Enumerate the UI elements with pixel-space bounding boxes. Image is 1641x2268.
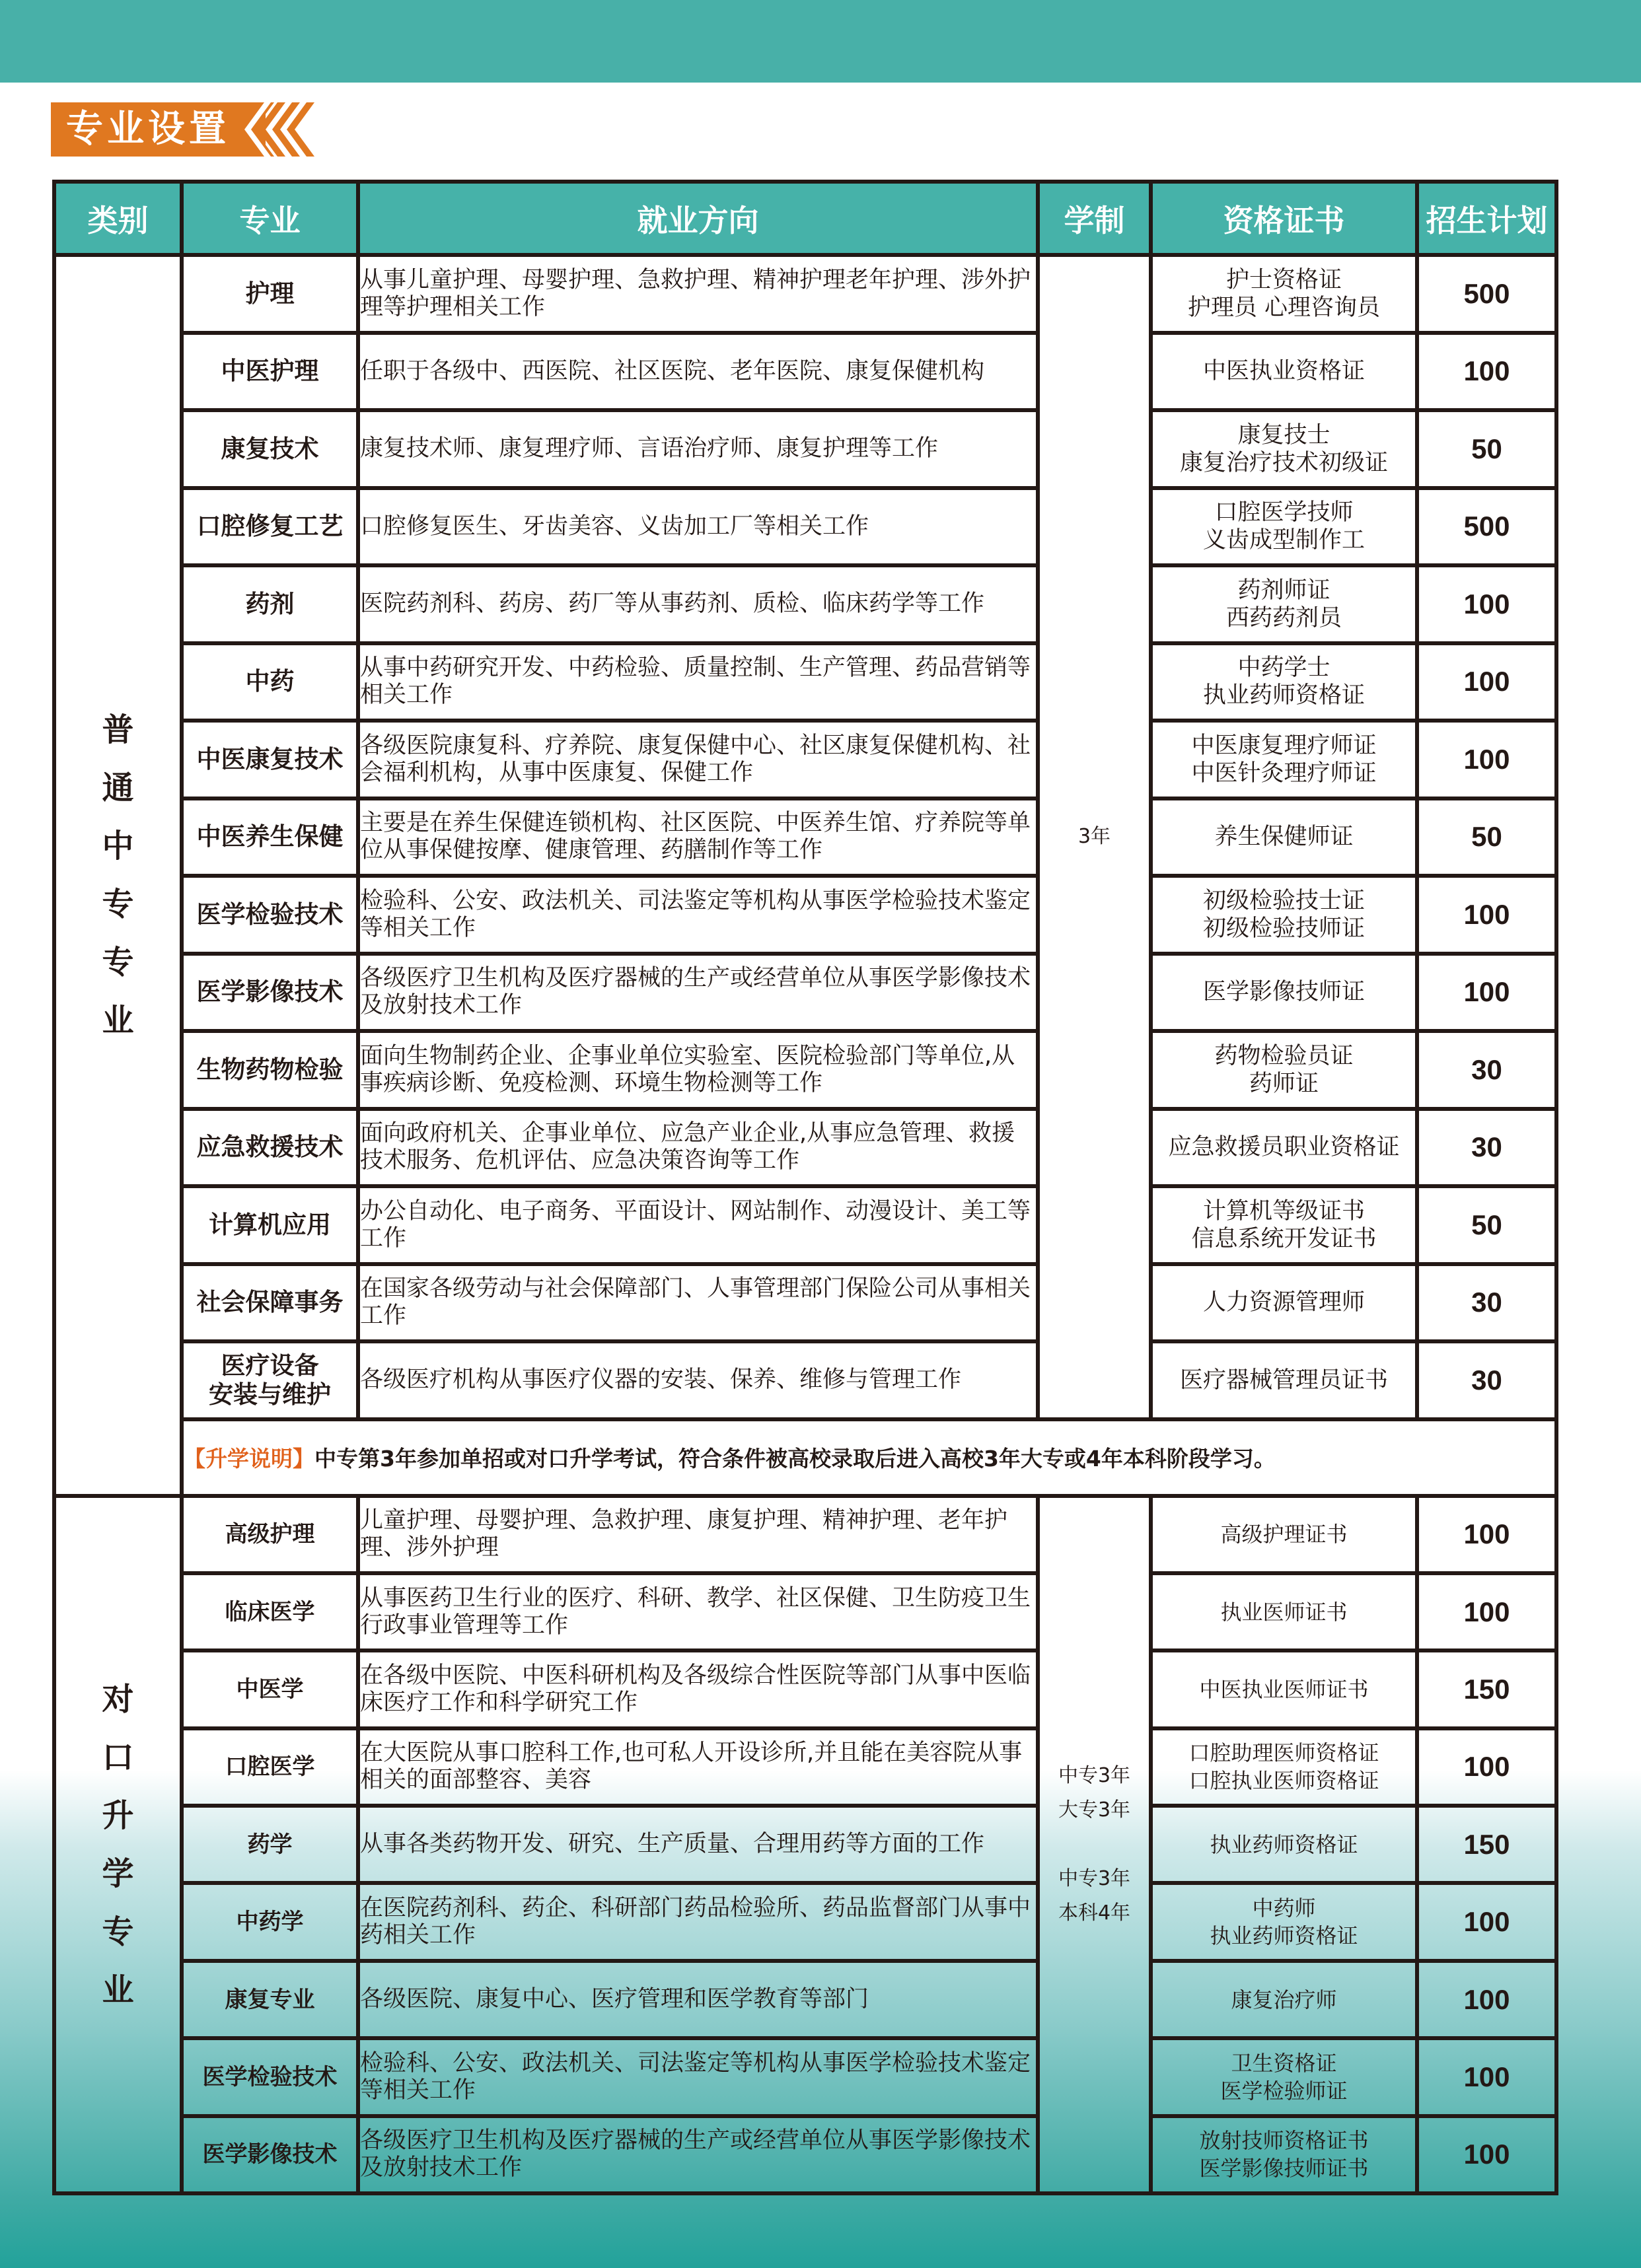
- career-direction-cell: 办公自动化、电子商务、平面设计、网站制作、动漫设计、美工等工作: [358, 1186, 1038, 1264]
- major-name: 高级护理: [225, 1521, 315, 1548]
- certificate-cell: [1151, 1961, 1417, 2038]
- enrollment-plan-cell: 100: [1417, 1961, 1556, 2038]
- major-name: 应急救援技术: [196, 1133, 344, 1162]
- table-row: [54, 565, 1556, 643]
- major-cell: [182, 1806, 358, 1883]
- table-row: [54, 954, 1556, 1032]
- table-row: [54, 721, 1556, 798]
- enrollment-plan-cell: 100: [1417, 333, 1556, 411]
- career-direction-cell: 在医院药剂科、药企、科研部门药品检验所、药品监督部门从事中药相关工作: [358, 1883, 1038, 1960]
- major-cell: [182, 2116, 358, 2193]
- table-row: [54, 2038, 1556, 2115]
- enrollment-plan-cell: 100: [1417, 2116, 1556, 2193]
- certificate-name: 中药学士: [1237, 655, 1331, 682]
- certificate-name: 初级检验技士证: [1202, 887, 1365, 914]
- table-header-row: [54, 182, 1556, 255]
- career-direction-cell: 在国家各级劳动与社会保障部门、人事管理部门保险公司从事相关工作: [358, 1264, 1038, 1342]
- header-major: 专业: [182, 182, 358, 255]
- career-direction-cell: 任职于各级中、西医院、社区医院、老年医院、康复保健机构: [358, 333, 1038, 411]
- enrollment-plan-cell: 100: [1417, 565, 1556, 643]
- major-name: 安装与维护: [209, 1380, 331, 1409]
- table-row: [54, 1883, 1556, 1960]
- table-row: [54, 410, 1556, 488]
- major-name: 康复专业: [225, 1986, 315, 2013]
- career-direction-cell: 检验科、公安、政法机关、司法鉴定等机构从事医学检验技术鉴定等相关工作: [358, 876, 1038, 954]
- header-enrollment-plan: 招生计划: [1417, 182, 1556, 255]
- certificate-name: 中药师: [1252, 1896, 1316, 1921]
- category-char: 通: [102, 769, 134, 807]
- header-certificate: 资格证书: [1151, 182, 1417, 255]
- category-char: 普: [102, 711, 134, 749]
- certificate-cell: [1151, 1031, 1417, 1109]
- career-direction-cell: 从事中药研究开发、中药检验、质量控制、生产管理、药品营销等相关工作: [358, 643, 1038, 721]
- enrollment-plan-cell: 100: [1417, 1573, 1556, 1650]
- top-banner: [0, 0, 1641, 83]
- certificate-name: 口腔医学技师: [1214, 499, 1354, 526]
- certificate-name: 计算机等级证书: [1202, 1197, 1365, 1224]
- career-direction-cell: 在大医院从事口腔科工作,也可私人开设诊所,并且能在美容院从事相关的面部整容、美容: [358, 1728, 1038, 1806]
- certificate-name: 护理员 心理咨询员: [1187, 294, 1381, 321]
- certificate-name: 执业药师资格证: [1210, 1923, 1358, 1949]
- duration-line: 本科4年: [1058, 1901, 1131, 1925]
- header-career-direction: 就业方向: [358, 182, 1038, 255]
- table-row: [54, 1650, 1556, 1728]
- note-text: 中专第3年参加单招或对口升学考试，符合条件被高校录取后进入高校3年大专或4年本科阶段学习。: [314, 1446, 1276, 1471]
- career-direction-cell: 各级医疗卫生机构及医疗器械的生产或经营单位从事医学影像技术及放射技术工作: [358, 2116, 1038, 2193]
- major-cell: [182, 565, 358, 643]
- major-name: 医学影像技术: [202, 2141, 338, 2168]
- certificate-cell: [1151, 798, 1417, 876]
- category-char: 专: [102, 944, 134, 981]
- certificate-cell: [1151, 1264, 1417, 1342]
- certificate-name: 康复技士: [1237, 421, 1331, 448]
- duration-line: 中专3年: [1058, 1763, 1131, 1787]
- major-name: 护理: [245, 279, 295, 308]
- major-cell: [182, 410, 358, 488]
- certificate-cell: [1151, 565, 1417, 643]
- enrollment-plan-cell: 150: [1417, 1806, 1556, 1883]
- table-row: [54, 255, 1556, 333]
- major-cell: [182, 1728, 358, 1806]
- enrollment-plan-cell: 30: [1417, 1341, 1556, 1419]
- certificate-name: 人力资源管理师: [1202, 1289, 1365, 1316]
- category-char: 中: [102, 828, 134, 865]
- certificate-name: 西药药剂员: [1225, 604, 1342, 631]
- certificate-cell: [1151, 410, 1417, 488]
- certificate-name: 执业药师资格证: [1210, 1831, 1358, 1857]
- enrollment-plan-cell: 30: [1417, 1031, 1556, 1109]
- career-direction-cell: 康复技术师、康复理疗师、言语治疗师、康复护理等工作: [358, 410, 1038, 488]
- major-name: 口腔修复工艺: [196, 512, 344, 541]
- career-direction-cell: 面向政府机关、企事业单位、应急产业企业,从事应急管理、救援技术服务、危机评估、应急决策咨询等工作: [358, 1109, 1038, 1187]
- certificate-name: 中医执业医师证书: [1199, 1676, 1369, 1702]
- certificate-cell: [1151, 643, 1417, 721]
- certificate-cell: [1151, 2116, 1417, 2193]
- enrollment-plan-cell: 50: [1417, 1186, 1556, 1264]
- certificate-name: 义齿成型制作工: [1202, 527, 1365, 554]
- certificate-cell: [1151, 1650, 1417, 1728]
- career-direction-cell: 从事各类药物开发、研究、生产质量、合理用药等方面的工作: [358, 1806, 1038, 1883]
- table-row: [54, 876, 1556, 954]
- certificate-cell: [1151, 876, 1417, 954]
- certificate-name: 中医康复理疗师证: [1191, 732, 1377, 759]
- enrollment-plan-cell: 100: [1417, 2038, 1556, 2115]
- major-cell: [182, 643, 358, 721]
- major-cell: [182, 488, 358, 566]
- certificate-name: 康复治疗技术初级证: [1179, 449, 1388, 476]
- major-name: 药学: [247, 1831, 293, 1858]
- certificate-cell: [1151, 488, 1417, 566]
- major-name: 中医康复技术: [196, 744, 344, 773]
- section-title: 专业设置: [66, 107, 230, 151]
- certificate-cell: [1151, 721, 1417, 798]
- major-name: 康复技术: [221, 434, 319, 463]
- table-row: [54, 643, 1556, 721]
- duration-text: 3年: [1077, 825, 1111, 849]
- category-cell: [54, 1496, 182, 2194]
- major-cell: [182, 1341, 358, 1419]
- enrollment-plan-cell: 30: [1417, 1264, 1556, 1342]
- career-direction-cell: 各级医疗机构从事医疗仪器的安装、保养、维修与管理工作: [358, 1341, 1038, 1419]
- career-direction-cell: 儿童护理、母婴护理、急救护理、康复护理、精神护理、老年护理、涉外护理: [358, 1496, 1038, 1573]
- enrollment-plan-cell: 500: [1417, 488, 1556, 566]
- major-cell: [182, 798, 358, 876]
- major-cell: [182, 1031, 358, 1109]
- certificate-name: 医学检验师证: [1220, 2078, 1348, 2104]
- duration-line: 大专3年: [1058, 1798, 1131, 1822]
- career-direction-cell: 各级医院、康复中心、医疗管理和医学教育等部门: [358, 1961, 1038, 2038]
- category-char: 专: [102, 886, 134, 923]
- enrollment-plan-cell: 30: [1417, 1109, 1556, 1187]
- duration-line: 中专3年: [1058, 1866, 1131, 1890]
- table-row: [54, 1961, 1556, 2038]
- enrollment-plan-cell: 100: [1417, 1883, 1556, 1960]
- table-row: [54, 488, 1556, 566]
- career-direction-cell: 各级医院康复科、疗养院、康复保健中心、社区康复保健机构、社会福利机构，从事中医康复、保健工作: [358, 721, 1038, 798]
- admission-note-row: [54, 1419, 1556, 1496]
- table-row: [54, 1573, 1556, 1650]
- major-cell: [182, 1883, 358, 1960]
- certificate-name: 卫生资格证: [1231, 2050, 1337, 2076]
- certificate-cell: [1151, 333, 1417, 411]
- certificate-name: 应急救援员职业资格证: [1168, 1134, 1400, 1161]
- enrollment-plan-cell: 100: [1417, 1496, 1556, 1573]
- enrollment-plan-cell: 100: [1417, 643, 1556, 721]
- category-char: 学: [102, 1855, 134, 1892]
- category-char: 业: [102, 1002, 134, 1040]
- career-direction-cell: 口腔修复医生、牙齿美容、义齿加工厂等相关工作: [358, 488, 1038, 566]
- major-cell: [182, 1496, 358, 1573]
- category-char: 口: [102, 1738, 134, 1776]
- certificate-name: 药师证: [1249, 1070, 1319, 1097]
- table-row: [54, 2116, 1556, 2193]
- career-direction-cell: 从事儿童护理、母婴护理、急救护理、精神护理老年护理、涉外护理等护理相关工作: [358, 255, 1038, 333]
- enrollment-plan-cell: 100: [1417, 954, 1556, 1032]
- major-cell: [182, 255, 358, 333]
- major-name: 医疗设备: [221, 1351, 319, 1380]
- enrollment-plan-cell: 100: [1417, 876, 1556, 954]
- certificate-cell: [1151, 1341, 1417, 1419]
- certificate-cell: [1151, 1186, 1417, 1264]
- certificate-name: 初级检验技师证: [1202, 915, 1365, 942]
- certificate-name: 口腔助理医师资格证: [1188, 1740, 1379, 1766]
- category-char: 对: [102, 1680, 134, 1718]
- career-direction-cell: 主要是在养生保健连锁机构、社区医院、中医养生馆、疗养院等单位从事保健按摩、健康管理、药膳制作等工作: [358, 798, 1038, 876]
- career-direction-cell: 医院药剂科、药房、药厂等从事药剂、质检、临床药学等工作: [358, 565, 1038, 643]
- major-name: 中医学: [236, 1676, 304, 1703]
- certificate-name: 高级护理证书: [1220, 1522, 1348, 1547]
- note-label: 【升学说明】: [184, 1446, 314, 1471]
- major-name: 社会保障事务: [196, 1288, 344, 1317]
- major-cell: [182, 333, 358, 411]
- major-name: 医学检验技术: [196, 900, 344, 929]
- certificate-name: 药剂师证: [1237, 577, 1331, 604]
- header-category: 类别: [54, 182, 182, 255]
- major-cell: [182, 1109, 358, 1187]
- certificate-name: 信息系统开发证书: [1191, 1225, 1377, 1252]
- certificate-cell: [1151, 255, 1417, 333]
- major-name: 中医护理: [221, 357, 319, 386]
- certificate-cell: [1151, 1883, 1417, 1960]
- career-direction-cell: 各级医疗卫生机构及医疗器械的生产或经营单位从事医学影像技术及放射技术工作: [358, 954, 1038, 1032]
- certificate-name: 执业医师证书: [1220, 1599, 1348, 1625]
- major-cell: [182, 721, 358, 798]
- certificate-name: 放射技师资格证书: [1199, 2128, 1369, 2154]
- certificate-cell: [1151, 2038, 1417, 2115]
- certificate-name: 执业药师资格证: [1202, 682, 1365, 709]
- table-row: [54, 1728, 1556, 1806]
- certificate-name: 医学影像技师证书: [1199, 2156, 1369, 2181]
- category-char: 业: [102, 1971, 134, 2008]
- majors-table: [52, 180, 1558, 2195]
- major-name: 口腔医学: [225, 1754, 315, 1781]
- career-direction-cell: 在各级中医院、中医科研机构及各级综合性医院等部门从事中医临床医疗工作和科学研究工作: [358, 1650, 1038, 1728]
- certificate-cell: [1151, 1806, 1417, 1883]
- major-cell: [182, 1186, 358, 1264]
- table-row: [54, 798, 1556, 876]
- category-char: 专: [102, 1913, 134, 1950]
- category-cell: [54, 255, 182, 1496]
- major-name: 中药学: [236, 1909, 304, 1936]
- duration-line: [1040, 1827, 1149, 1862]
- enrollment-plan-cell: 150: [1417, 1650, 1556, 1728]
- certificate-cell: [1151, 1496, 1417, 1573]
- major-name: 医学影像技术: [196, 977, 344, 1007]
- table-row: [54, 1496, 1556, 1573]
- enrollment-plan-cell: 50: [1417, 798, 1556, 876]
- duration-cell: [1038, 255, 1151, 1419]
- enrollment-plan-cell: 50: [1417, 410, 1556, 488]
- certificate-cell: [1151, 1573, 1417, 1650]
- major-cell: [182, 876, 358, 954]
- admission-note: [182, 1419, 1556, 1496]
- major-name: 药剂: [245, 589, 295, 618]
- certificate-name: 护士资格证: [1225, 266, 1342, 293]
- major-name: 计算机应用: [209, 1210, 331, 1239]
- chevron-left-decoration-icon: [238, 102, 344, 157]
- major-cell: [182, 1650, 358, 1728]
- career-direction-cell: 面向生物制药企业、企事业单位实验室、医院检验部门等单位,从事疾病诊断、免疫检测、环境生物检测等工作: [358, 1031, 1038, 1109]
- career-direction-cell: 检验科、公安、政法机关、司法鉴定等机构从事医学检验技术鉴定等相关工作: [358, 2038, 1038, 2115]
- certificate-name: 医学影像技师证: [1202, 979, 1365, 1006]
- header-duration: 学制: [1038, 182, 1151, 255]
- enrollment-plan-cell: 100: [1417, 1728, 1556, 1806]
- certificate-cell: [1151, 1728, 1417, 1806]
- enrollment-plan-cell: 500: [1417, 255, 1556, 333]
- certificate-name: 中医执业资格证: [1202, 358, 1365, 385]
- career-direction-cell: 从事医药卫生行业的医疗、科研、教学、社区保健、卫生防疫卫生行政事业管理等工作: [358, 1573, 1038, 1650]
- certificate-cell: [1151, 1109, 1417, 1187]
- certificate-name: 药物检验员证: [1214, 1042, 1354, 1069]
- certificate-name: 医疗器械管理员证书: [1179, 1366, 1388, 1394]
- table-row: [54, 1264, 1556, 1342]
- table-row: [54, 1109, 1556, 1187]
- major-name: 医学检验技术: [202, 2063, 338, 2090]
- major-cell: [182, 2038, 358, 2115]
- duration-cell: [1038, 1496, 1151, 2194]
- major-name: 中医养生保健: [196, 822, 344, 851]
- table-row: [54, 333, 1556, 411]
- certificate-name: 口腔执业医师资格证: [1188, 1768, 1379, 1794]
- enrollment-plan-cell: 100: [1417, 721, 1556, 798]
- certificate-cell: [1151, 954, 1417, 1032]
- table-row: [54, 1341, 1556, 1419]
- certificate-name: 中医针灸理疗师证: [1191, 760, 1377, 787]
- table-row: [54, 1806, 1556, 1883]
- major-name: 中药: [245, 667, 295, 696]
- major-cell: [182, 954, 358, 1032]
- major-cell: [182, 1573, 358, 1650]
- table-row: [54, 1186, 1556, 1264]
- table-row: [54, 1031, 1556, 1109]
- major-name: 生物药物检验: [196, 1055, 344, 1084]
- category-char: 升: [102, 1796, 134, 1834]
- certificate-name: 养生保健师证: [1214, 824, 1354, 851]
- major-cell: [182, 1961, 358, 2038]
- certificate-name: 康复治疗师: [1231, 1987, 1337, 2012]
- major-name: 临床医学: [225, 1598, 315, 1625]
- major-cell: [182, 1264, 358, 1342]
